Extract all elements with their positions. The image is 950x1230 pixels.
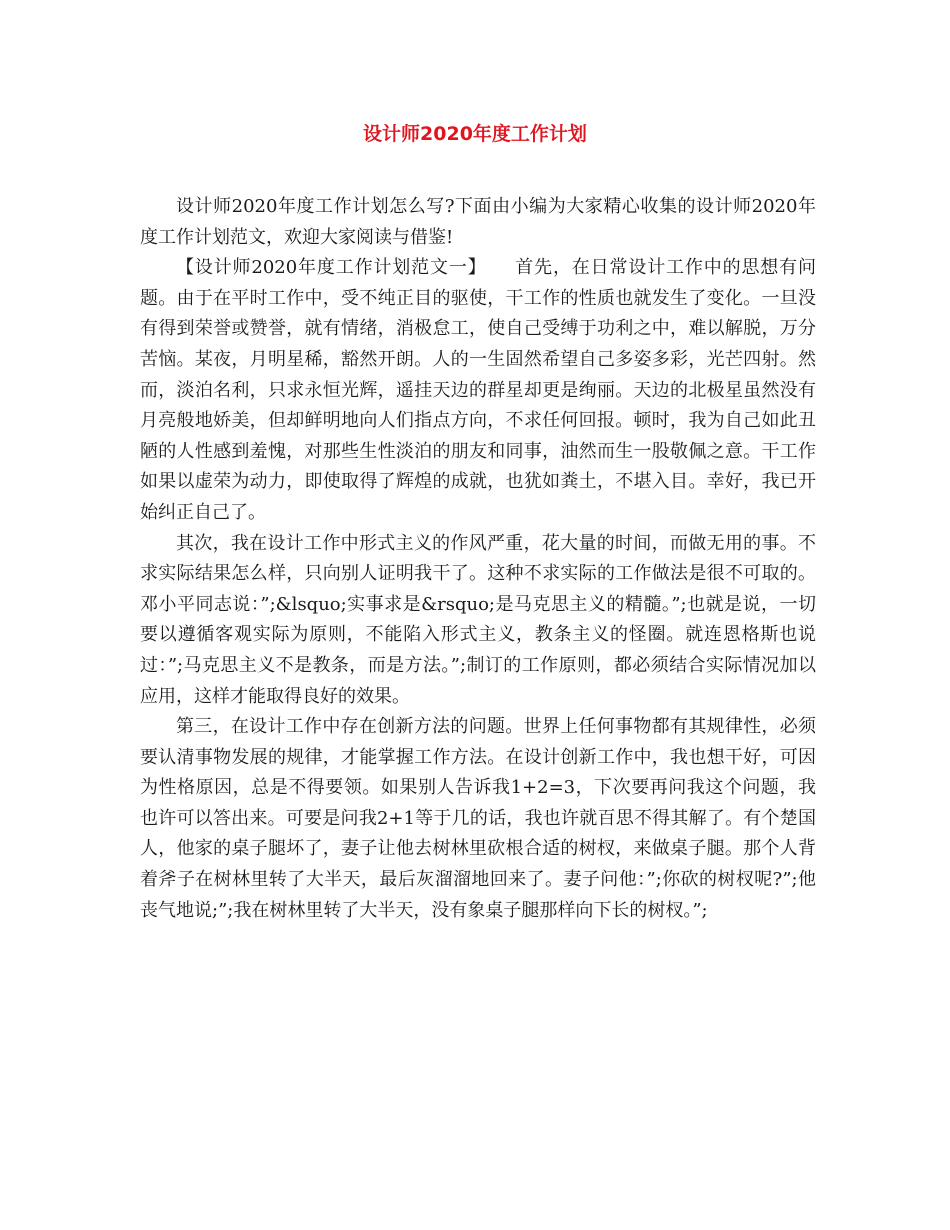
document-title: 设计师2020年度工作计划 xyxy=(363,123,587,145)
paragraph-first: 【设计师2020年度工作计划范文一】 首先，在日常设计工作中的思想有问题。由于在平时工作中，受不纯正目的驱使，干工作的性质也就发生了变化。一旦没有得到荣誉或赞誉，就有情绪，消极怠工，使自己受缚于功利之中，难以解脱，万分苦恼。某夜，月明星稀，豁然开朗。人的一生固然希望自己多姿多彩，光芒四射。然而，淡泊名利，只求永恒光辉，遥挂天边的群星却更是绚丽。天边的北极星虽然没有月亮般地娇美，但却鲜明地向人们指点方向，不求任何回报。顿时，我为自己如此丑陋的人性感到羞愧，对那些生性淡泊的朋友和同事，油然而生一股敬佩之意。干工作如果以虚荣为动力，即使取得了辉煌的成就，也犹如粪土，不堪入目。幸好，我已开始纠正自己了。 xyxy=(140,257,816,523)
paragraph-intro: 设计师2020年度工作计划怎么写?下面由小编为大家精心收集的设计师2020年度工作计划范文，欢迎大家阅读与借鉴! xyxy=(140,196,816,248)
document-body xyxy=(140,192,816,926)
paragraph-second: 其次，我在设计工作中形式主义的作风严重，花大量的时间，而做无用的事。不求实际结果怎么样，只向别人证明我干了。这种不求实际的工作做法是很不可取的。邓小平同志说：”;&lsquo;实事求是&rsquo;是马克思主义的精髓。”;也就是说，一切要以遵循客观实际为原则，不能陷入形式主义，教条主义的怪圈。就连恩格斯也说过：”;马克思主义不是教条，而是方法。”;制订的工作原则，都必须结合实际情况加以应用，这样才能取得良好的效果。 xyxy=(140,532,816,707)
paragraph-third: 第三，在设计工作中存在创新方法的问题。世界上任何事物都有其规律性，必须要认清事物发展的规律，才能掌握工作方法。在设计创新工作中，我也想干好，可因为性格原因，总是不得要领。如果别人告诉我1+2=3，下次要再问我这个问题，我也许可以答出来。可要是问我2+1等于几的话，我也许就百思不得其解了。有个楚国人，他家的桌子腿坏了，妻子让他去树林里砍根合适的树杈，来做桌子腿。那个人背着斧子在树林里转了大半天，最后灰溜溜地回来了。妻子问他：”;你砍的树杈呢?”;他丧气地说;”;我在树林里转了大半天，没有象桌子腿那样向下长的树杈。”; xyxy=(140,716,816,921)
